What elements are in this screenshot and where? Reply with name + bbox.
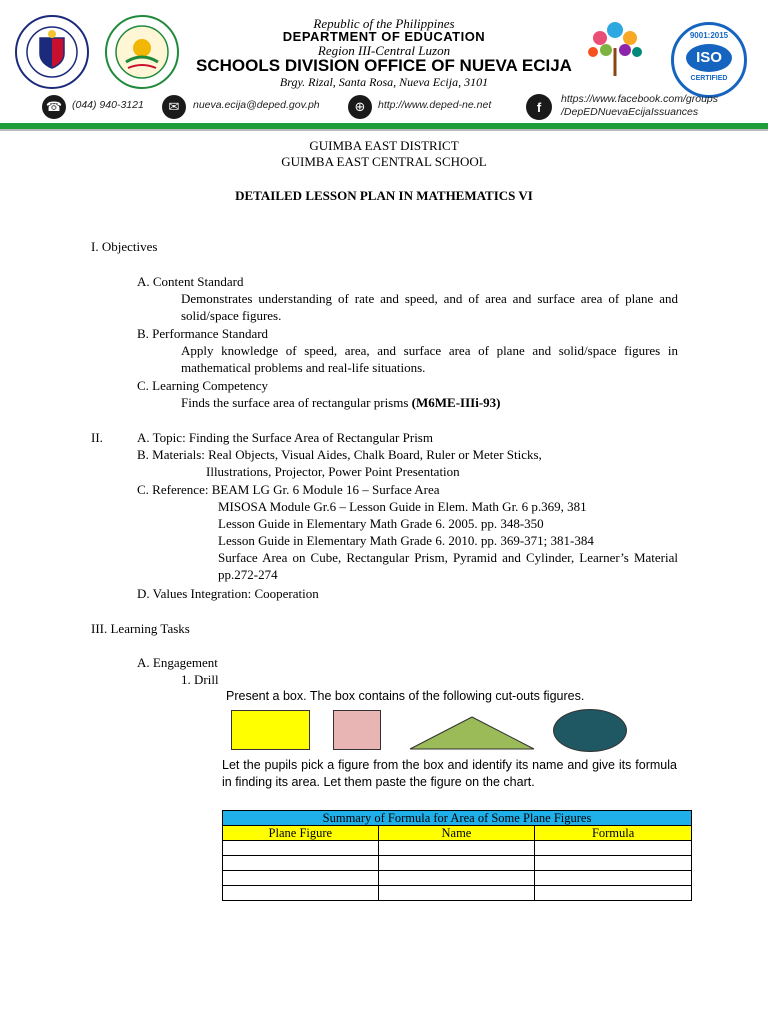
yellow-rectangle-figure [231,710,310,750]
table-row [223,871,692,886]
email-address[interactable]: nueva.ecija@deped.gov.ph [193,99,320,111]
learning-tasks-heading: III. Learning Tasks [91,621,190,636]
table-cell[interactable] [378,871,535,886]
table-row [223,886,692,901]
table-cell[interactable] [223,871,379,886]
table-cell[interactable] [535,856,692,871]
header-plane-figure: Plane Figure [223,826,379,841]
performance-standard-label: B. Performance Standard [137,326,269,341]
content-standard-label: A. Content Standard [137,274,244,289]
table-cell[interactable] [378,886,535,901]
table-cell[interactable] [223,886,379,901]
learning-competency-label: C. Learning Competency [137,378,269,393]
materials-line-1: B. Materials: Real Objects, Visual Aides, Chalk Board, Ruler or Meter Sticks, [137,447,542,462]
facebook-icon: f [526,94,552,120]
phone-number: (044) 940-3121 [72,99,144,111]
table-cell[interactable] [535,871,692,886]
topic-line: A. Topic: Finding the Surface Area of Rectangular Prism [137,430,433,445]
competency-code: (M6ME-IIIi-93) [411,395,501,410]
lesson-plan-title: DETAILED LESSON PLAN IN MATHEMATICS VI [235,188,533,203]
header-name: Name [378,826,535,841]
table-cell[interactable] [378,856,535,871]
performance-standard-text: Apply knowledge of speed, area, and surface area of plane and solid/space figures in mathematical problems and real-life situations. [181,343,678,375]
region-line: Region III-Central Luzon [317,43,451,58]
iso-text: ISO [686,44,732,72]
teal-oval-figure [553,709,627,752]
facebook-link-line2[interactable]: /DepEDNuevaEcijaIssuances [561,106,699,118]
website-link[interactable]: http://www.deped-ne.net [378,99,492,111]
reference-item-1: MISOSA Module Gr.6 – Lesson Guide in Elem. Math Gr. 6 p.369, 381 [218,499,587,514]
pink-square-figure [333,710,381,750]
content-standard-text: Demonstrates understanding of rate and speed, and of area and surface area of plane and solid/space figures. [181,291,678,323]
formula-summary-table [222,810,692,901]
engagement-label: A. Engagement [137,655,218,670]
email-icon: ✉ [162,95,186,119]
table-caption-row [223,811,692,826]
reference-item-4: Surface Area on Cube, Rectangular Prism, Pyramid and Cylinder, Learner’s Material pp.272-274 [218,550,678,582]
department-line: DEPARTMENT OF EDUCATION [282,29,486,44]
iso-badge [671,22,747,98]
table-row [223,841,692,856]
contact-row [0,92,768,124]
facebook-link-line1[interactable]: https://www.facebook.com/groups [561,93,718,105]
pick-figure-instruction: Let the pupils pick a figure from the box and identify its name and give its formula in finding its area. Let them paste the figure on the chart. [222,758,677,789]
division-line: SCHOOLS DIVISION OFFICE OF NUEVA ECIJA [196,56,572,75]
table-row [223,856,692,871]
reference-line: C. Reference: BEAM LG Gr. 6 Module 16 – Surface Area [137,482,440,497]
section-two-number: II. [91,430,103,445]
table-cell[interactable] [535,841,692,856]
header-divider-shadow [0,129,768,131]
greater-heights-logo-icon [578,18,652,96]
learning-competency-desc: Finds the surface area of rectangular prisms [181,395,412,410]
table-header-row [223,826,692,841]
values-integration: D. Values Integration: Cooperation [137,586,319,601]
drill-label: 1. Drill [181,672,219,687]
table-cell[interactable] [378,841,535,856]
reference-item-2: Lesson Guide in Elementary Math Grade 6. 2005. pp. 348-350 [218,516,544,531]
republic-line: Republic of the Philippines [313,16,455,31]
school-name: GUIMBA EAST CENTRAL SCHOOL [281,154,487,169]
phone-icon: ☎ [42,95,66,119]
materials-line-2: Illustrations, Projector, Power Point Presentation [206,464,460,479]
objectives-heading: I. Objectives [91,239,158,254]
table-caption: Summary of Formula for Area of Some Plane Figures [223,811,692,826]
address-line: Brgy. Rizal, Santa Rosa, Nueva Ecija, 3101 [279,75,489,89]
iso-certified-text: CERTIFIED [690,75,728,82]
present-box-text: Present a box. The box contains of the following cut-outs figures. [226,689,585,703]
learning-competency-text [181,394,501,411]
globe-icon: ⊕ [348,95,372,119]
iso-standard-text: 9001:2015 [689,31,729,40]
district-name: GUIMBA EAST DISTRICT [309,138,459,153]
header-formula: Formula [535,826,692,841]
table-cell[interactable] [223,856,379,871]
green-triangle-figure [409,716,535,750]
reference-item-3: Lesson Guide in Elementary Math Grade 6. 2010. pp. 369-371; 381-384 [218,533,594,548]
table-cell[interactable] [223,841,379,856]
table-cell[interactable] [535,886,692,901]
